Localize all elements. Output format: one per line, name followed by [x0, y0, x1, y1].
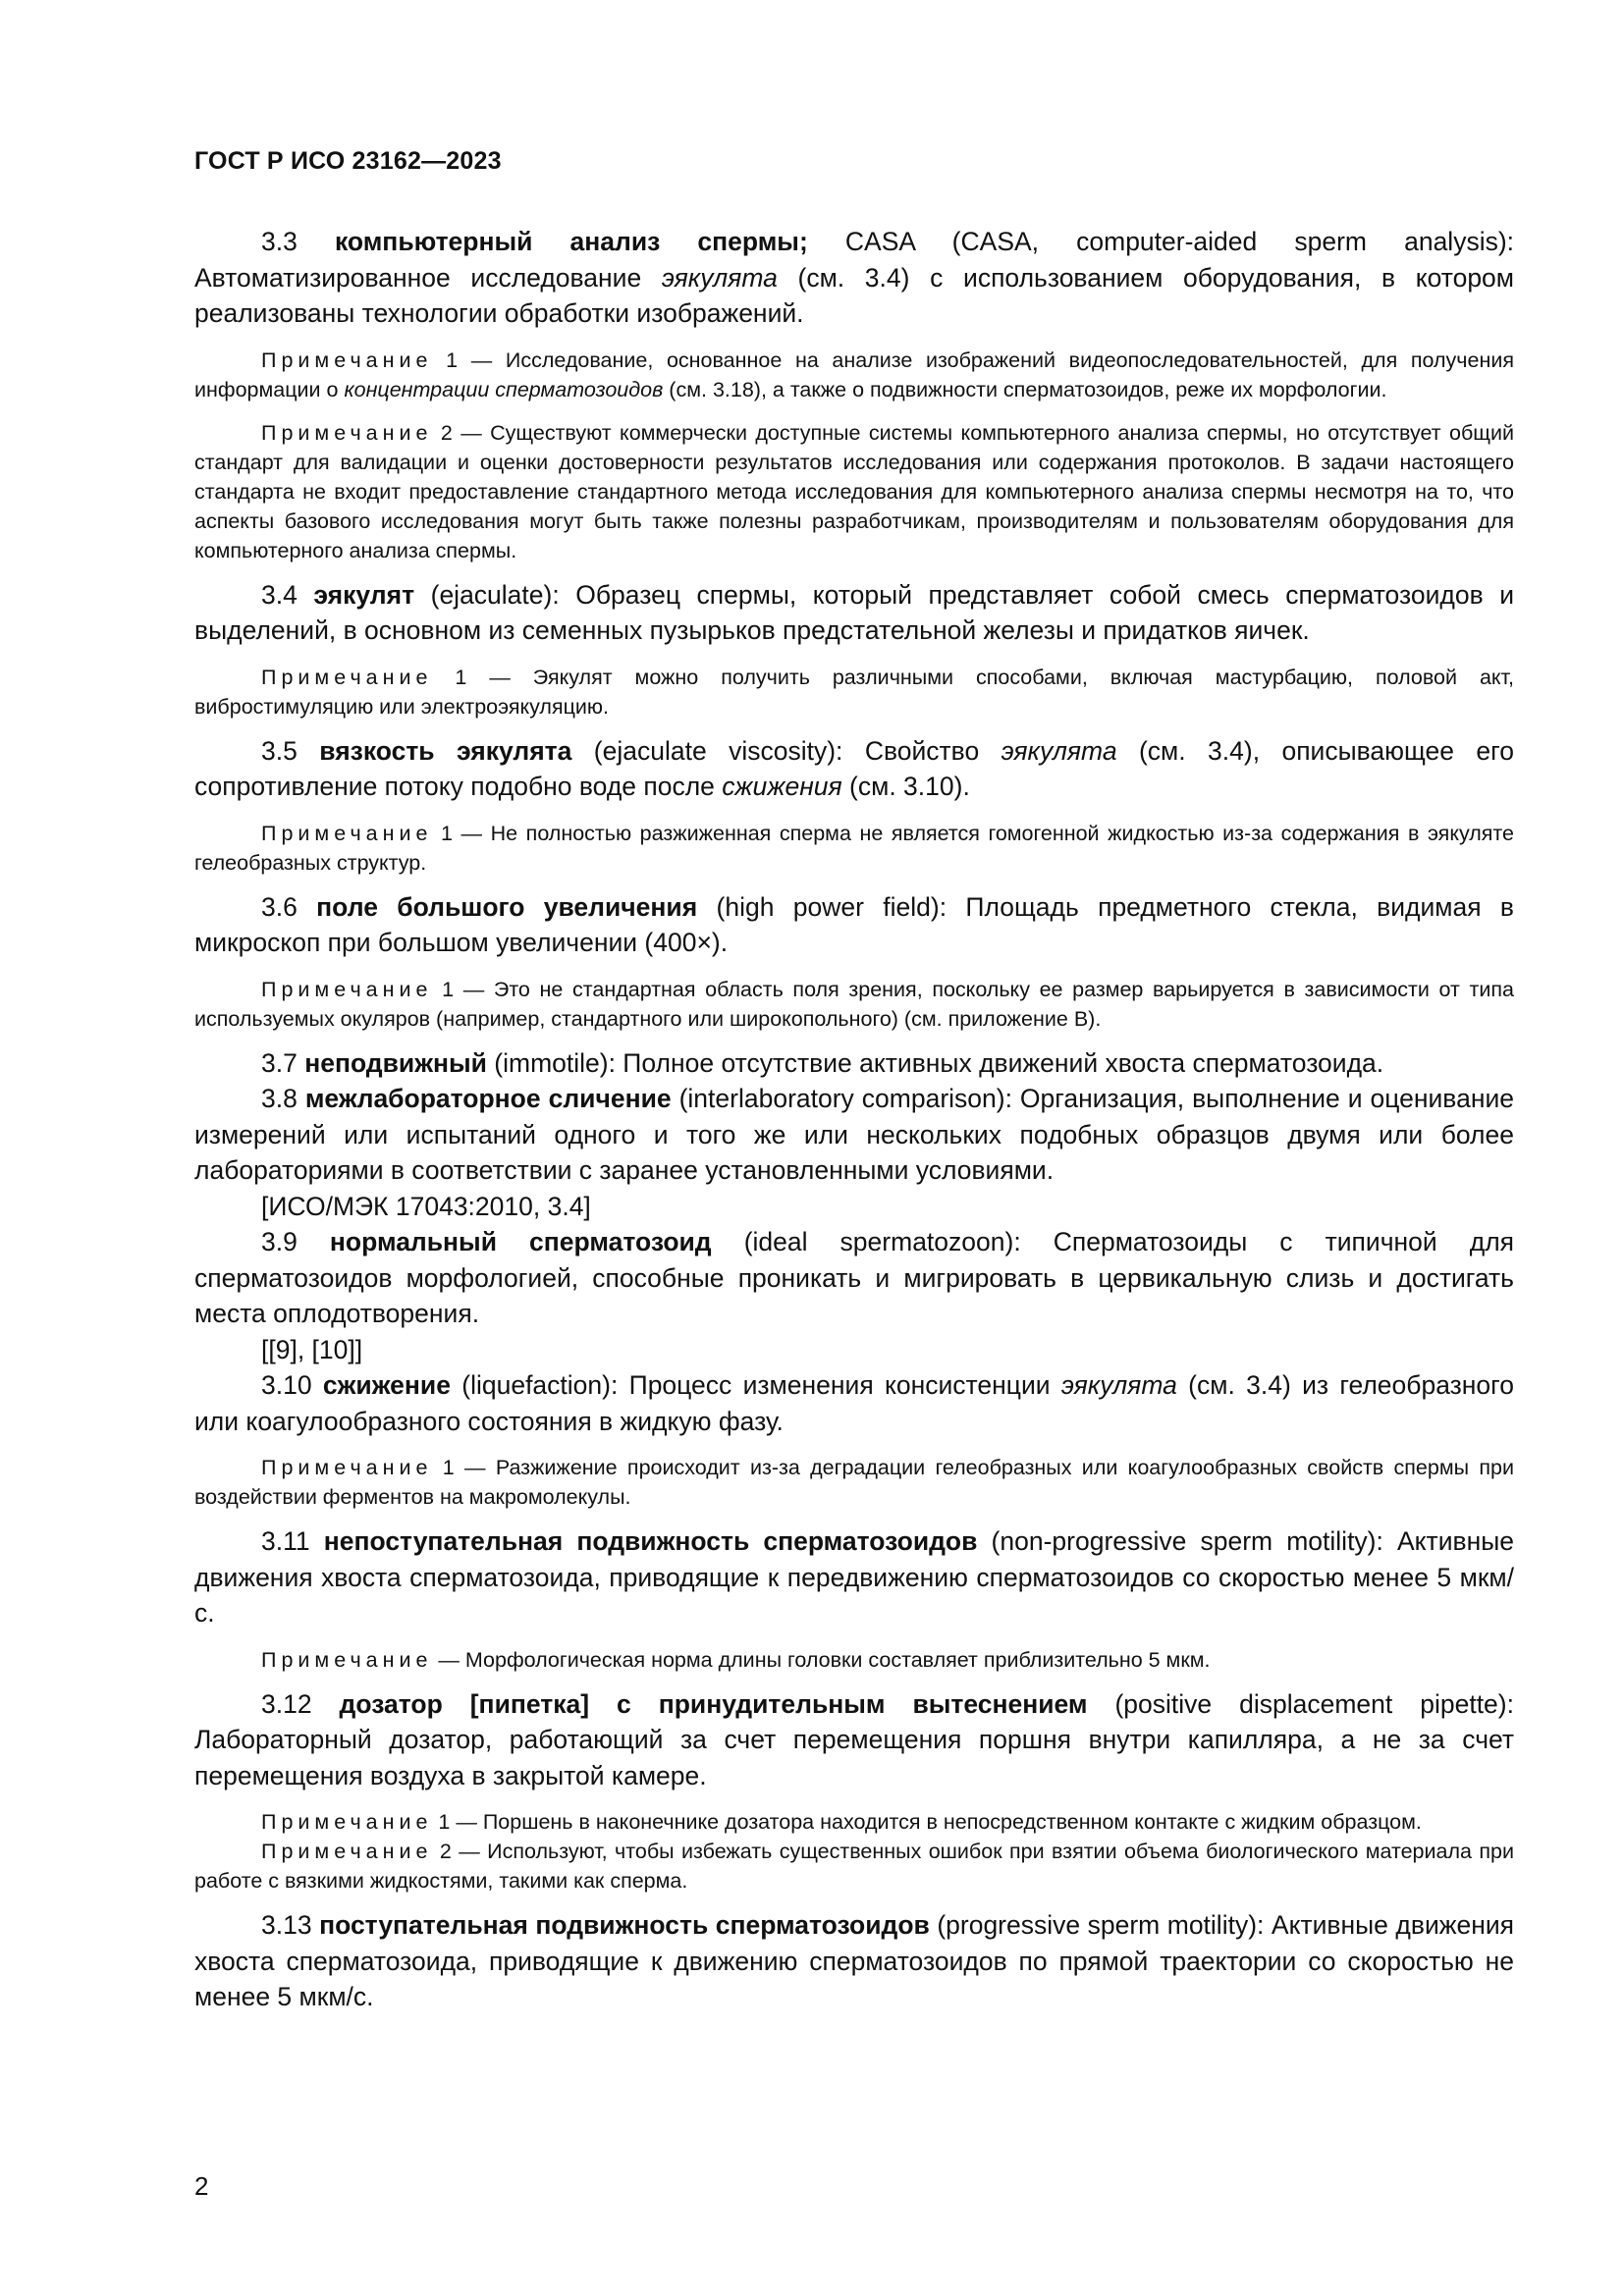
entry-3-4: 3.4 эякулят (ejaculate): Образец спермы, который представляет собой смесь сперматозоидов и выделений, в основном из семенных пузырьков предстательной железы и придатков яичек.	[194, 579, 1515, 645]
entry-3-6: 3.6 поле большого увеличения (high power field): Площадь предметного стекла, видимая в микроскоп при большом увеличении (400×).	[194, 891, 1515, 957]
note-label: Примечание	[261, 821, 433, 845]
note-label: Примечание	[261, 665, 433, 689]
entry-term: компьютерный анализ спермы;	[334, 227, 808, 256]
note-label: Примечание	[261, 977, 433, 1001]
note-label: Примечание	[261, 1647, 433, 1672]
entry-3-7: 3.7 неподвижный (immotile): Полное отсутствие активных движений хвоста сперматозоида.	[261, 1047, 1384, 1078]
entry-number: 3.8	[261, 1084, 305, 1113]
note-label: Примечание	[261, 420, 433, 445]
entry-number: 3.6	[261, 891, 317, 922]
entry-3-11: 3.11 непоступательная подвижность сперматозоидов (non-progressive sperm motility): Активные движения хвоста сперматозоида, приводящие к передвижению сперматозоидов со скоростью менее 5 мкм/с.	[194, 1526, 1514, 1628]
entry-term: вязкость эякулята	[319, 735, 572, 766]
entry-number: 3.9	[261, 1227, 330, 1256]
note-3-12-1: Примечание 1 — Поршень в наконечнике дозатора находится в непосредственном контакте с жидким образцом.	[261, 1810, 1422, 1834]
entry-3-9: 3.9 нормальный сперматозоид (ideal spermatozoon): Сперматозоиды с типичной для сперматозоидов морфологией, способные проникать и мигрировать в цервикальную слизь и достигать места оплодотворения.	[194, 1227, 1515, 1328]
entry-3-13: 3.13 поступательная подвижность сперматозоидов (progressive sperm motility): Активные движения хвоста сперматозоида, приводящие к движению сперматозоидов по прямой траектории со скоростью не менее 5 мкм/с.	[194, 1910, 1514, 2011]
entry-3-10: 3.10 сжижение (liquefaction): Процесс изменения консистенции эякулята (см. 3.4) из гелеобразного или коагулообразного состояния в жидкую фазу.	[194, 1370, 1514, 1436]
entry-number: 3.13	[261, 1910, 320, 1940]
source-reference: [[9], [10]]	[261, 1334, 363, 1364]
note-3-11: Примечание — Морфологическая норма длины головки составляет приблизительно 5 мкм.	[261, 1647, 1211, 1672]
document-body	[194, 224, 1514, 2015]
entry-3-3: 3.3 компьютерный анализ спермы; CASA (CASA, computer-aided sperm analysis): Автоматизированное исследование эякулята (см. 3.4) с использованием оборудования, в котором реализованы технологии обработки изображений.	[194, 227, 1515, 328]
entry-number: 3.3	[261, 227, 335, 256]
entry-term: непоступательная подвижность сперматозоидов	[323, 1526, 978, 1556]
note-3-5-1: Примечание 1 — Не полностью разжиженная сперма не является гомогенной жидкостью из-за содержания в эякуляте гелеобразных структур.	[194, 821, 1514, 875]
entry-number: 3.10	[261, 1370, 323, 1400]
note-3-3-1: Примечание 1 — Исследование, основанное на анализе изображений видеопоследовательностей, для получения информации о концентрации сперматозоидов (см. 3.18), а также о подвижности сперматозоидов, реже их морфологии.	[194, 347, 1514, 401]
note-label: Примечание	[261, 1810, 433, 1834]
note-3-4-1: Примечание 1 — Эякулят можно получить различными способами, включая мастурбацию, половой акт, вибростимуляцию или электроэякуляцию.	[194, 665, 1514, 719]
note-3-10-1: Примечание 1 — Разжижение происходит из-за деградации гелеобразных или коагулообразных свойств спермы при воздействии ферментов на макромолекулы.	[194, 1456, 1514, 1509]
entry-number: 3.5	[261, 735, 320, 766]
entry-number: 3.12	[261, 1688, 340, 1719]
note-3-12-2: Примечание 2 — Используют, чтобы избежать существенных ошибок при взятии объема биологического материала при работе с вязкими жидкостями, такими как сперма.	[194, 1840, 1514, 1893]
entry-term: неподвижный	[304, 1047, 487, 1078]
entry-number: 3.4	[261, 579, 314, 610]
entry-3-12: 3.12 дозатор [пипетка] с принудительным вытеснением (positive displacement pipette): Лабораторный дозатор, работающий за счет перемещения поршня внутри капилляра, а не за счет перемещения воздуха в закрытой камере.	[194, 1688, 1514, 1790]
entry-term: сжижение	[322, 1370, 451, 1400]
note-3-3-2: Примечание 2 — Существуют коммерчески доступные системы компьютерного анализа спермы, но отсутствует общий стандарт для валидации и оценки достоверности результатов исследования или содержания протоколов. В задачи настоящего стандарта не входит предоставление стандартного метода исследования для компьютерного анализа спермы несмотря на то, что аспекты базового исследования могут быть также полезны разработчикам, производителям и пользователям оборудования для компьютерного анализа спермы.	[194, 420, 1514, 562]
entry-term: поступательная подвижность сперматозоидов	[319, 1910, 930, 1940]
note-label: Примечание	[261, 347, 433, 372]
page-number: 2	[194, 2171, 209, 2201]
entry-term: межлабораторное сличение	[304, 1084, 672, 1113]
note-label: Примечание	[261, 1456, 433, 1479]
entry-number: 3.7	[261, 1047, 305, 1078]
note-label: Примечание	[261, 1840, 433, 1863]
entry-3-8: 3.8 межлабораторное сличение (interlaboratory comparison): Организация, выполнение и оценивание измерений или испытаний одного и того же или нескольких подобных образцов двумя или более лабораториями в соответствии с заранее установленными условиями.	[194, 1084, 1515, 1185]
entry-term: поле большого увеличения	[316, 891, 698, 922]
entry-term: эякулят	[313, 579, 415, 610]
source-reference: [ИСО/МЭК 17043:2010, 3.4]	[261, 1191, 591, 1221]
entry-term: дозатор [пипетка] с принудительным вытеснением	[339, 1688, 1088, 1719]
entry-3-5: 3.5 вязкость эякулята (ejaculate viscosity): Свойство эякулята (см. 3.4), описывающее его сопротивление потоку подобно воде после сжижения (см. 3.10).	[194, 735, 1514, 801]
note-3-6-1: Примечание 1 — Это не стандартная область поля зрения, поскольку ее размер варьируется в зависимости от типа используемых окуляров (например, стандартного или широкопольного) (см. приложение В).	[194, 977, 1514, 1031]
entry-term: нормальный сперматозоид	[329, 1227, 712, 1256]
standard-header: ГОСТ Р ИСО 23162—2023	[194, 147, 502, 175]
entry-number: 3.11	[261, 1526, 324, 1556]
